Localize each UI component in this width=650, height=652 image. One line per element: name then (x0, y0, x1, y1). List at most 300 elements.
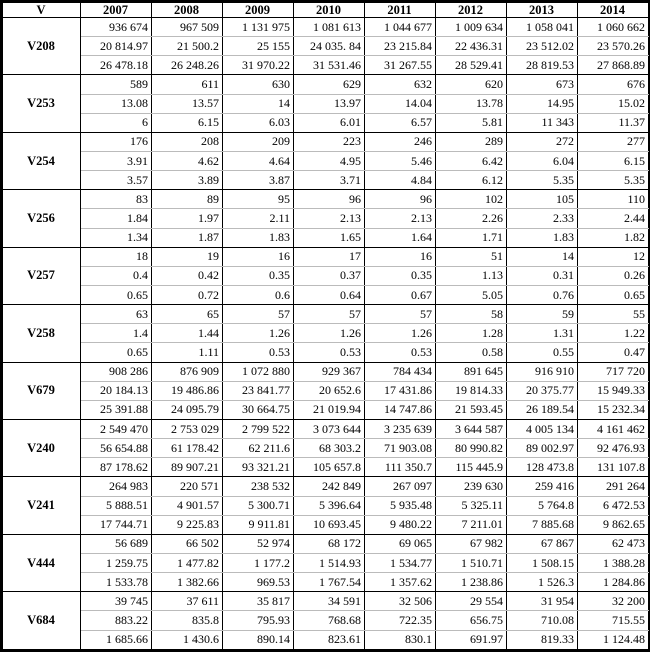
table-cell: 916 910 (507, 362, 578, 381)
table-cell: 12 (578, 247, 649, 266)
table-cell: 5.46 (365, 151, 436, 170)
table-cell: 3.87 (223, 171, 294, 190)
table-cell: 5 396.64 (294, 496, 365, 515)
table-cell: 6.03 (223, 113, 294, 132)
table-row (3, 381, 649, 400)
table-cell: 4.84 (365, 171, 436, 190)
table-cell: 1.44 (152, 324, 223, 343)
table-cell: 3.89 (152, 171, 223, 190)
table-cell: 102 (436, 190, 507, 209)
table-cell: 6.15 (578, 151, 649, 170)
table-cell: 6 472.53 (578, 496, 649, 515)
table-cell: 7 211.01 (436, 515, 507, 534)
table-cell: 4 005 134 (507, 419, 578, 438)
table-cell: 908 286 (81, 362, 152, 381)
table-cell: 176 (81, 132, 152, 151)
table-cell: 66 502 (152, 534, 223, 553)
table-cell: 1 058 041 (507, 18, 578, 37)
table-cell: 676 (578, 75, 649, 94)
table-cell: 14 (223, 94, 294, 113)
table-cell: 1.87 (152, 228, 223, 247)
table-cell: 17 431.86 (365, 381, 436, 400)
table-cell: 0.65 (81, 285, 152, 304)
table-cell: 220 571 (152, 477, 223, 496)
table-cell: 63 (81, 305, 152, 324)
table-cell: 25 155 (223, 37, 294, 56)
table-cell: 1 382.66 (152, 573, 223, 592)
table-cell: 1.28 (436, 324, 507, 343)
table-cell: 1.13 (436, 266, 507, 285)
table-cell: 19 486.86 (152, 381, 223, 400)
variable-code: V208 (3, 18, 81, 75)
table-cell: 23 512.02 (507, 37, 578, 56)
table-cell: 1 767.54 (294, 573, 365, 592)
table-cell: 259 416 (507, 477, 578, 496)
table-cell: 6.57 (365, 113, 436, 132)
variable-code: V240 (3, 419, 81, 476)
table-cell: 26 248.26 (152, 56, 223, 75)
table-row (3, 305, 649, 324)
table-cell: 23 570.26 (578, 37, 649, 56)
table-cell: 1.26 (365, 324, 436, 343)
table-cell: 0.6 (223, 285, 294, 304)
header-year: 2008 (152, 3, 223, 18)
table-cell: 6.12 (436, 171, 507, 190)
table-cell: 239 630 (436, 477, 507, 496)
table-cell: 89 002.97 (507, 439, 578, 458)
table-cell: 264 983 (81, 477, 152, 496)
table-cell: 68 172 (294, 534, 365, 553)
table-cell: 209 (223, 132, 294, 151)
table-cell: 1.65 (294, 228, 365, 247)
table-cell: 21 500.2 (152, 37, 223, 56)
table-cell: 37 611 (152, 592, 223, 611)
table-cell: 929 367 (294, 362, 365, 381)
table-cell: 1 357.62 (365, 573, 436, 592)
table-cell: 289 (436, 132, 507, 151)
header-year: 2011 (365, 3, 436, 18)
table-cell: 1 238.86 (436, 573, 507, 592)
table-cell: 105 (507, 190, 578, 209)
table-cell: 2.26 (436, 209, 507, 228)
table-cell: 65 (152, 305, 223, 324)
table-cell: 30 664.75 (223, 400, 294, 419)
table-cell: 16 (223, 247, 294, 266)
table-cell: 9 225.83 (152, 515, 223, 534)
table-cell: 11.37 (578, 113, 649, 132)
table-row (3, 439, 649, 458)
table-cell: 2.44 (578, 209, 649, 228)
table-cell: 4.64 (223, 151, 294, 170)
table-row (3, 266, 649, 285)
table-cell: 69 065 (365, 534, 436, 553)
table-cell: 61 178.42 (152, 439, 223, 458)
table-cell: 1 044 677 (365, 18, 436, 37)
table-cell: 20 375.77 (507, 381, 578, 400)
table-cell: 969.53 (223, 573, 294, 592)
table-cell: 21 593.45 (436, 400, 507, 419)
table-cell: 51 (436, 247, 507, 266)
table-cell: 89 907.21 (152, 458, 223, 477)
table-cell: 23 841.77 (223, 381, 294, 400)
table-cell: 673 (507, 75, 578, 94)
table-cell: 15 232.34 (578, 400, 649, 419)
variable-code: V679 (3, 362, 81, 419)
table-cell: 1 284.86 (578, 573, 649, 592)
header-row (3, 3, 649, 18)
table-cell: 1 081 613 (294, 18, 365, 37)
table-cell: 4.95 (294, 151, 365, 170)
table-cell: 246 (365, 132, 436, 151)
table-cell: 52 974 (223, 534, 294, 553)
table-row (3, 209, 649, 228)
table-cell: 57 (294, 305, 365, 324)
table-cell: 29 554 (436, 592, 507, 611)
table-cell: 1 477.82 (152, 553, 223, 572)
table-cell: 0.65 (578, 285, 649, 304)
table-cell: 89 (152, 190, 223, 209)
table-cell: 0.55 (507, 343, 578, 362)
table-cell: 2 799 522 (223, 419, 294, 438)
table-cell: 1 685.66 (81, 630, 152, 650)
table-cell: 0.67 (365, 285, 436, 304)
table-cell: 93 321.21 (223, 458, 294, 477)
table-row (3, 362, 649, 381)
table-cell: 5.05 (436, 285, 507, 304)
table-cell: 0.4 (81, 266, 152, 285)
table-cell: 611 (152, 75, 223, 94)
header-year: 2012 (436, 3, 507, 18)
table-row (3, 56, 649, 75)
table-cell: 1 009 634 (436, 18, 507, 37)
table-header (3, 3, 649, 18)
table-cell: 14.95 (507, 94, 578, 113)
table-cell: 3.91 (81, 151, 152, 170)
table-cell: 19 814.33 (436, 381, 507, 400)
table-cell: 277 (578, 132, 649, 151)
variable-code: V256 (3, 190, 81, 247)
table-row (3, 553, 649, 572)
header-year: 2007 (81, 3, 152, 18)
table-cell: 28 819.53 (507, 56, 578, 75)
data-table (2, 2, 649, 650)
table-cell: 14.04 (365, 94, 436, 113)
table-cell: 17 744.71 (81, 515, 152, 534)
table-row (3, 228, 649, 247)
header-variable: V (3, 3, 81, 18)
table-cell: 967 509 (152, 18, 223, 37)
table-cell: 16 (365, 247, 436, 266)
table-cell: 9 480.22 (365, 515, 436, 534)
table-cell: 56 654.88 (81, 439, 152, 458)
table-cell: 28 529.41 (436, 56, 507, 75)
table-cell: 34 591 (294, 592, 365, 611)
table-cell: 1 388.28 (578, 553, 649, 572)
table-row (3, 400, 649, 419)
table-row (3, 611, 649, 630)
table-cell: 57 (365, 305, 436, 324)
table-cell: 5 935.48 (365, 496, 436, 515)
table-cell: 59 (507, 305, 578, 324)
table-cell: 1.34 (81, 228, 152, 247)
table-cell: 691.97 (436, 630, 507, 650)
table-cell: 1 060 662 (578, 18, 649, 37)
table-cell: 20 184.13 (81, 381, 152, 400)
table-cell: 25 391.88 (81, 400, 152, 419)
table-cell: 1 430.6 (152, 630, 223, 650)
table-cell: 710.08 (507, 611, 578, 630)
table-cell: 2.33 (507, 209, 578, 228)
table-row (3, 534, 649, 553)
table-cell: 1.83 (507, 228, 578, 247)
table-cell: 9 911.81 (223, 515, 294, 534)
table-cell: 3 235 639 (365, 419, 436, 438)
table-cell: 13.78 (436, 94, 507, 113)
variable-code: V444 (3, 534, 81, 591)
table-row (3, 190, 649, 209)
table-cell: 71 903.08 (365, 439, 436, 458)
table-cell: 3.71 (294, 171, 365, 190)
table-cell: 223 (294, 132, 365, 151)
table-cell: 13.97 (294, 94, 365, 113)
table-cell: 1 177.2 (223, 553, 294, 572)
variable-code: V257 (3, 247, 81, 304)
table-cell: 32 200 (578, 592, 649, 611)
table-cell: 656.75 (436, 611, 507, 630)
table-cell: 62 473 (578, 534, 649, 553)
table-cell: 20 652.6 (294, 381, 365, 400)
table-cell: 10 693.45 (294, 515, 365, 534)
table-body (3, 18, 649, 650)
table-cell: 4 161 462 (578, 419, 649, 438)
table-cell: 31 267.55 (365, 56, 436, 75)
table-cell: 2 549 470 (81, 419, 152, 438)
table-cell: 6.42 (436, 151, 507, 170)
table-cell: 6.15 (152, 113, 223, 132)
table-row (3, 132, 649, 151)
table-cell: 13.57 (152, 94, 223, 113)
table-row (3, 573, 649, 592)
table-cell: 883.22 (81, 611, 152, 630)
table-cell: 67 867 (507, 534, 578, 553)
variable-code: V241 (3, 477, 81, 534)
table-cell: 5 325.11 (436, 496, 507, 515)
table-row (3, 18, 649, 37)
table-row (3, 75, 649, 94)
table-cell: 14 (507, 247, 578, 266)
table-cell: 0.42 (152, 266, 223, 285)
table-cell: 9 862.65 (578, 515, 649, 534)
table-cell: 1.71 (436, 228, 507, 247)
table-cell: 4.62 (152, 151, 223, 170)
table-cell: 35 817 (223, 592, 294, 611)
table-cell: 67 982 (436, 534, 507, 553)
table-cell: 1.82 (578, 228, 649, 247)
table-cell: 83 (81, 190, 152, 209)
table-cell: 722.35 (365, 611, 436, 630)
table-cell: 890.14 (223, 630, 294, 650)
table-cell: 1.64 (365, 228, 436, 247)
table-cell: 68 303.2 (294, 439, 365, 458)
variable-code: V254 (3, 132, 81, 189)
table-cell: 15.02 (578, 94, 649, 113)
table-cell: 1 526.3 (507, 573, 578, 592)
table-cell: 2.13 (365, 209, 436, 228)
table-cell: 19 (152, 247, 223, 266)
table-cell: 87 178.62 (81, 458, 152, 477)
table-cell: 0.35 (223, 266, 294, 285)
table-cell: 291 264 (578, 477, 649, 496)
table-cell: 26 478.18 (81, 56, 152, 75)
table-cell: 31 970.22 (223, 56, 294, 75)
variable-code: V253 (3, 75, 81, 132)
table-cell: 819.33 (507, 630, 578, 650)
table-cell: 0.53 (365, 343, 436, 362)
table-cell: 24 035. 84 (294, 37, 365, 56)
table-cell: 891 645 (436, 362, 507, 381)
table-row (3, 477, 649, 496)
table-row (3, 37, 649, 56)
table-row (3, 171, 649, 190)
table-cell: 1.97 (152, 209, 223, 228)
table-cell: 0.26 (578, 266, 649, 285)
table-cell: 1 508.15 (507, 553, 578, 572)
table-cell: 5.35 (507, 171, 578, 190)
table-cell: 823.61 (294, 630, 365, 650)
table-cell: 1 533.78 (81, 573, 152, 592)
table-cell: 31 954 (507, 592, 578, 611)
table-cell: 2.13 (294, 209, 365, 228)
table-cell: 630 (223, 75, 294, 94)
table-cell: 242 849 (294, 477, 365, 496)
table-cell: 5.81 (436, 113, 507, 132)
table-cell: 105 657.8 (294, 458, 365, 477)
table-cell: 26 189.54 (507, 400, 578, 419)
table-row (3, 324, 649, 343)
table-cell: 131 107.8 (578, 458, 649, 477)
table-cell: 110 (578, 190, 649, 209)
table-cell: 3 644 587 (436, 419, 507, 438)
header-year: 2010 (294, 3, 365, 18)
table-cell: 0.53 (294, 343, 365, 362)
table-cell: 58 (436, 305, 507, 324)
table-cell: 4 901.57 (152, 496, 223, 515)
table-cell: 56 689 (81, 534, 152, 553)
table-cell: 23 215.84 (365, 37, 436, 56)
table-cell: 95 (223, 190, 294, 209)
table-cell: 0.37 (294, 266, 365, 285)
table-cell: 835.8 (152, 611, 223, 630)
table-cell: 1 124.48 (578, 630, 649, 650)
table-cell: 1.26 (223, 324, 294, 343)
table-cell: 936 674 (81, 18, 152, 37)
table-row (3, 343, 649, 362)
table-cell: 31 531.46 (294, 56, 365, 75)
table-row (3, 113, 649, 132)
table-cell: 1.31 (507, 324, 578, 343)
table-cell: 13.08 (81, 94, 152, 113)
table-cell: 2 753 029 (152, 419, 223, 438)
table-row (3, 285, 649, 304)
table-cell: 589 (81, 75, 152, 94)
table-cell: 715.55 (578, 611, 649, 630)
table-cell: 1 510.71 (436, 553, 507, 572)
table-row (3, 496, 649, 515)
table-cell: 0.47 (578, 343, 649, 362)
table-cell: 1.84 (81, 209, 152, 228)
table-cell: 0.76 (507, 285, 578, 304)
table-cell: 632 (365, 75, 436, 94)
table-cell: 27 868.89 (578, 56, 649, 75)
table-cell: 62 211.6 (223, 439, 294, 458)
variable-code: V258 (3, 305, 81, 362)
table-cell: 96 (294, 190, 365, 209)
table-cell: 115 445.9 (436, 458, 507, 477)
table-cell: 20 814.97 (81, 37, 152, 56)
table-cell: 208 (152, 132, 223, 151)
table-cell: 0.35 (365, 266, 436, 285)
table-cell: 795.93 (223, 611, 294, 630)
table-cell: 111 350.7 (365, 458, 436, 477)
table-cell: 1.22 (578, 324, 649, 343)
table-cell: 768.68 (294, 611, 365, 630)
table-row (3, 515, 649, 534)
table-cell: 830.1 (365, 630, 436, 650)
table-cell: 0.72 (152, 285, 223, 304)
table-cell: 5 300.71 (223, 496, 294, 515)
table-cell: 24 095.79 (152, 400, 223, 419)
table-cell: 55 (578, 305, 649, 324)
table-cell: 22 436.31 (436, 37, 507, 56)
table-cell: 92 476.93 (578, 439, 649, 458)
table-cell: 267 097 (365, 477, 436, 496)
table-cell: 15 949.33 (578, 381, 649, 400)
table-cell: 1.26 (294, 324, 365, 343)
table-cell: 57 (223, 305, 294, 324)
table-cell: 11 343 (507, 113, 578, 132)
table-cell: 272 (507, 132, 578, 151)
table-cell: 5 888.51 (81, 496, 152, 515)
table-cell: 6.01 (294, 113, 365, 132)
table-row (3, 247, 649, 266)
table-cell: 629 (294, 75, 365, 94)
table-cell: 238 532 (223, 477, 294, 496)
header-year: 2013 (507, 3, 578, 18)
table-cell: 0.53 (223, 343, 294, 362)
header-year: 2009 (223, 3, 294, 18)
table-cell: 17 (294, 247, 365, 266)
table-cell: 21 019.94 (294, 400, 365, 419)
table-cell: 18 (81, 247, 152, 266)
table-cell: 717 720 (578, 362, 649, 381)
table-cell: 2.11 (223, 209, 294, 228)
table-cell: 7 885.68 (507, 515, 578, 534)
table-cell: 1.83 (223, 228, 294, 247)
table-cell: 784 434 (365, 362, 436, 381)
table-cell: 1 131 975 (223, 18, 294, 37)
table-cell: 14 747.86 (365, 400, 436, 419)
table-cell: 1.4 (81, 324, 152, 343)
table-cell: 1 514.93 (294, 553, 365, 572)
table-cell: 876 909 (152, 362, 223, 381)
table-cell: 0.64 (294, 285, 365, 304)
table-cell: 0.31 (507, 266, 578, 285)
table-cell: 3.57 (81, 171, 152, 190)
table-cell: 1.11 (152, 343, 223, 362)
table-row (3, 151, 649, 170)
table-cell: 1 072 880 (223, 362, 294, 381)
table-row (3, 94, 649, 113)
